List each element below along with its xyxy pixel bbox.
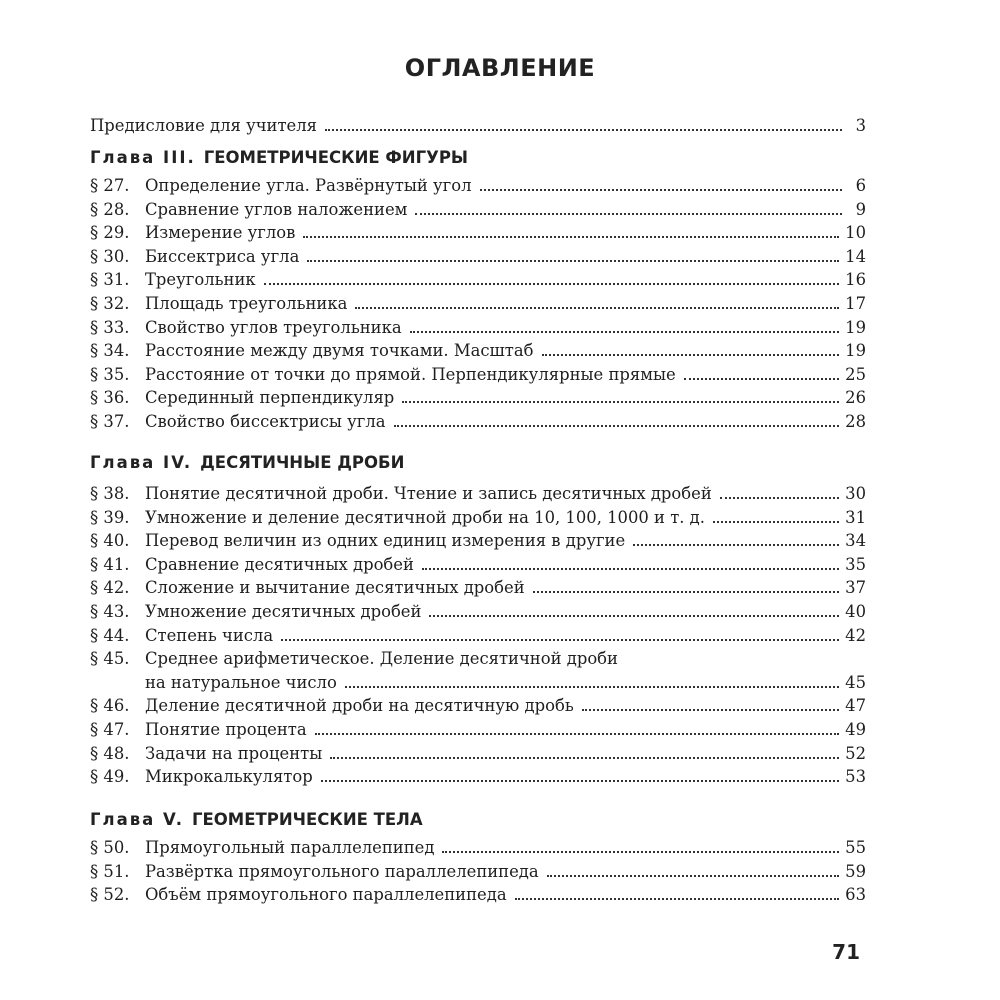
chapter-label: Глава III. [90,148,196,167]
section-number: § 33. [90,317,130,337]
toc-row[interactable] [90,384,866,408]
toc-entry-text: Расстояние от точки до прямой. Перпендикулярные прямые [145,364,676,384]
dot-leader [410,331,840,333]
section-number: § 41. [90,554,130,574]
dot-leader [325,129,842,131]
section-number: § 27. [90,176,130,195]
toc-entry-text: Расстояние между двумя точками. Масштаб [145,341,534,361]
dot-leader [345,686,839,688]
section-number: § 28. [90,199,130,219]
dot-leader [315,733,840,735]
section-number: § 44. [90,625,130,645]
toc-page-number: 59 [845,861,866,881]
toc-entry-text: Задачи на проценты [145,743,323,763]
toc-entry-text: Степень числа [145,625,274,645]
toc-row[interactable] [90,172,866,196]
toc-page-number: 53 [845,767,866,787]
toc-row[interactable] [90,574,866,598]
toc-entry-text: Свойство углов треугольника [145,317,402,337]
section-number: § 40. [90,531,130,551]
toc-entry-text: на натуральное число [145,672,337,692]
toc-page-number: 55 [845,838,866,857]
toc-page-number: 52 [845,743,866,763]
toc-row[interactable] [90,598,866,622]
dot-leader [684,378,839,380]
toc-row[interactable] [90,243,866,267]
chapter-heading[interactable] [90,803,423,829]
section-number: § 42. [90,578,130,598]
toc-row[interactable] [90,219,866,243]
toc-row[interactable] [90,290,866,314]
toc-entry-text: Измерение углов [145,223,296,243]
toc-page-number: 45 [845,672,866,692]
section-number: § 34. [90,341,130,361]
section-number: § 31. [90,270,130,290]
toc-row[interactable] [90,692,866,716]
dot-leader [720,497,839,499]
dot-leader [422,568,839,570]
dot-leader [442,851,839,853]
toc-entry-text: Понятие процента [145,720,307,739]
chapter-title: ДЕСЯТИЧНЫЕ ДРОБИ [200,453,405,472]
chapter-heading[interactable] [90,141,468,167]
dot-leader [633,544,839,546]
toc-page-number: 47 [845,696,866,716]
chapter-label: Глава V. [90,810,184,829]
dot-leader [542,354,840,356]
section-number: § 35. [90,364,130,384]
section-number: § 45. [90,649,130,669]
chapter-title: ГЕОМЕТРИЧЕСКИЕ ФИГУРЫ [203,148,469,167]
toc-page-number: 49 [845,720,866,739]
toc-row[interactable] [90,504,866,528]
dot-leader [515,898,840,900]
dot-leader [321,780,839,782]
chapter-heading[interactable] [90,446,404,472]
toc-page-number: 19 [845,341,866,361]
toc-row[interactable] [90,408,866,432]
dot-leader [547,875,839,877]
toc-page-number: 31 [845,507,866,527]
toc-entry-text: Прямоугольный параллелепипед [145,838,435,857]
chapter-title: ГЕОМЕТРИЧЕСКИЕ ТЕЛА [191,810,423,829]
dot-leader [303,236,839,238]
toc-page-number: 25 [845,364,866,384]
section-number: § 29. [90,223,130,243]
toc-page-number: 16 [845,270,866,290]
toc-page-number: 6 [855,176,866,195]
toc-page-number: 14 [845,246,866,266]
toc-row[interactable] [90,527,866,551]
section-number: § 30. [90,246,130,266]
page-title: ОГЛАВЛЕНИЕ [404,54,596,82]
toc-page-number: 37 [845,578,866,598]
section-number: § 36. [90,388,130,408]
toc-page-number: 9 [855,199,866,219]
dot-leader [394,425,840,427]
toc-entry-text: Понятие десятичной дроби. Чтение и запись десятичных дробей [145,484,712,503]
section-number: § 38. [90,484,130,503]
toc-page-number: 34 [845,531,866,551]
toc-entry-text: Сравнение десятичных дробей [145,554,414,574]
toc-entry-text: Объём прямоугольного параллелепипеда [145,885,507,905]
section-number: § 43. [90,602,130,621]
toc-row[interactable] [90,266,866,290]
toc-entry-text: Развёртка прямоугольного параллелепипеда [145,861,539,881]
toc-entry-text: Сложение и вычитание десятичных дробей [145,578,525,598]
dot-leader [533,591,840,593]
toc-row-continuation[interactable] [90,669,866,693]
toc-entry-text: Свойство биссектрисы угла [145,412,386,431]
toc-row[interactable] [90,645,866,669]
toc-entry-text: Среднее арифметическое. Деление десятичной дроби [145,649,618,669]
toc-entry-text: Предисловие для учителя [90,116,318,135]
toc-page-number: 35 [845,554,866,574]
dot-leader [429,615,839,617]
toc-entry-text: Площадь треугольника [145,294,348,313]
section-number: § 49. [90,767,130,787]
toc-entry-text: Перевод величин из одних единиц измерения в другие [145,531,626,551]
toc-row[interactable] [90,622,866,646]
toc-page-number: 63 [845,885,866,905]
toc-entry-text: Деление десятичной дроби на десятичную дробь [145,696,574,716]
dot-leader [307,260,839,262]
chapter-label: Глава IV. [90,453,193,472]
toc-row[interactable] [90,480,866,504]
toc-page-number: 40 [845,602,866,621]
toc-row[interactable] [90,361,866,385]
toc-entry-text: Определение угла. Развёрнутый угол [145,176,472,195]
toc-row[interactable] [90,858,866,882]
section-number: § 48. [90,743,130,763]
toc-entry-text: Микрокалькулятор [145,767,313,787]
section-number: § 46. [90,696,130,716]
section-number: § 50. [90,838,130,857]
dot-leader [264,283,839,285]
toc-entry-text: Умножение десятичных дробей [145,602,422,621]
section-number: § 37. [90,412,130,431]
section-number: § 52. [90,885,130,905]
toc-row[interactable] [90,763,866,787]
toc-page-number: 10 [845,223,866,243]
toc-row[interactable] [90,337,866,361]
section-number: § 39. [90,507,130,527]
dot-leader [415,213,842,215]
toc-entry-text: Биссектриса угла [145,246,300,266]
section-number: § 32. [90,294,130,313]
toc-row[interactable] [90,740,866,764]
dot-leader [480,189,842,191]
toc-entry-text: Серединный перпендикуляр [145,388,395,408]
section-number: § 47. [90,720,130,739]
toc-row[interactable] [90,716,866,740]
dot-leader [281,639,839,641]
toc-entry-text: Сравнение углов наложением [145,199,408,219]
toc-page-number: 3 [855,116,866,135]
dot-leader [713,521,839,523]
toc-page-number: 28 [845,412,866,431]
toc-page-number: 42 [845,625,866,645]
toc-page-number: 17 [845,294,866,313]
toc-entry-text: Умножение и деление десятичной дроби на 10, 100, 1000 и т. д. [145,507,705,527]
toc-row[interactable] [90,834,866,858]
toc-row[interactable] [90,881,866,905]
toc-page-number: 30 [845,484,866,503]
toc-row-preface[interactable] [90,112,866,136]
toc-row[interactable] [90,196,866,220]
toc-row[interactable] [90,314,866,338]
dot-leader [582,709,839,711]
toc-page-number: 19 [845,317,866,337]
dot-leader [355,307,839,309]
dot-leader [330,757,839,759]
toc-page-number: 26 [845,388,866,408]
toc-row[interactable] [90,551,866,575]
toc-entry-text: Треугольник [145,270,256,290]
section-number: § 51. [90,861,130,881]
dot-leader [402,401,839,403]
page-number: 71 [832,940,860,964]
